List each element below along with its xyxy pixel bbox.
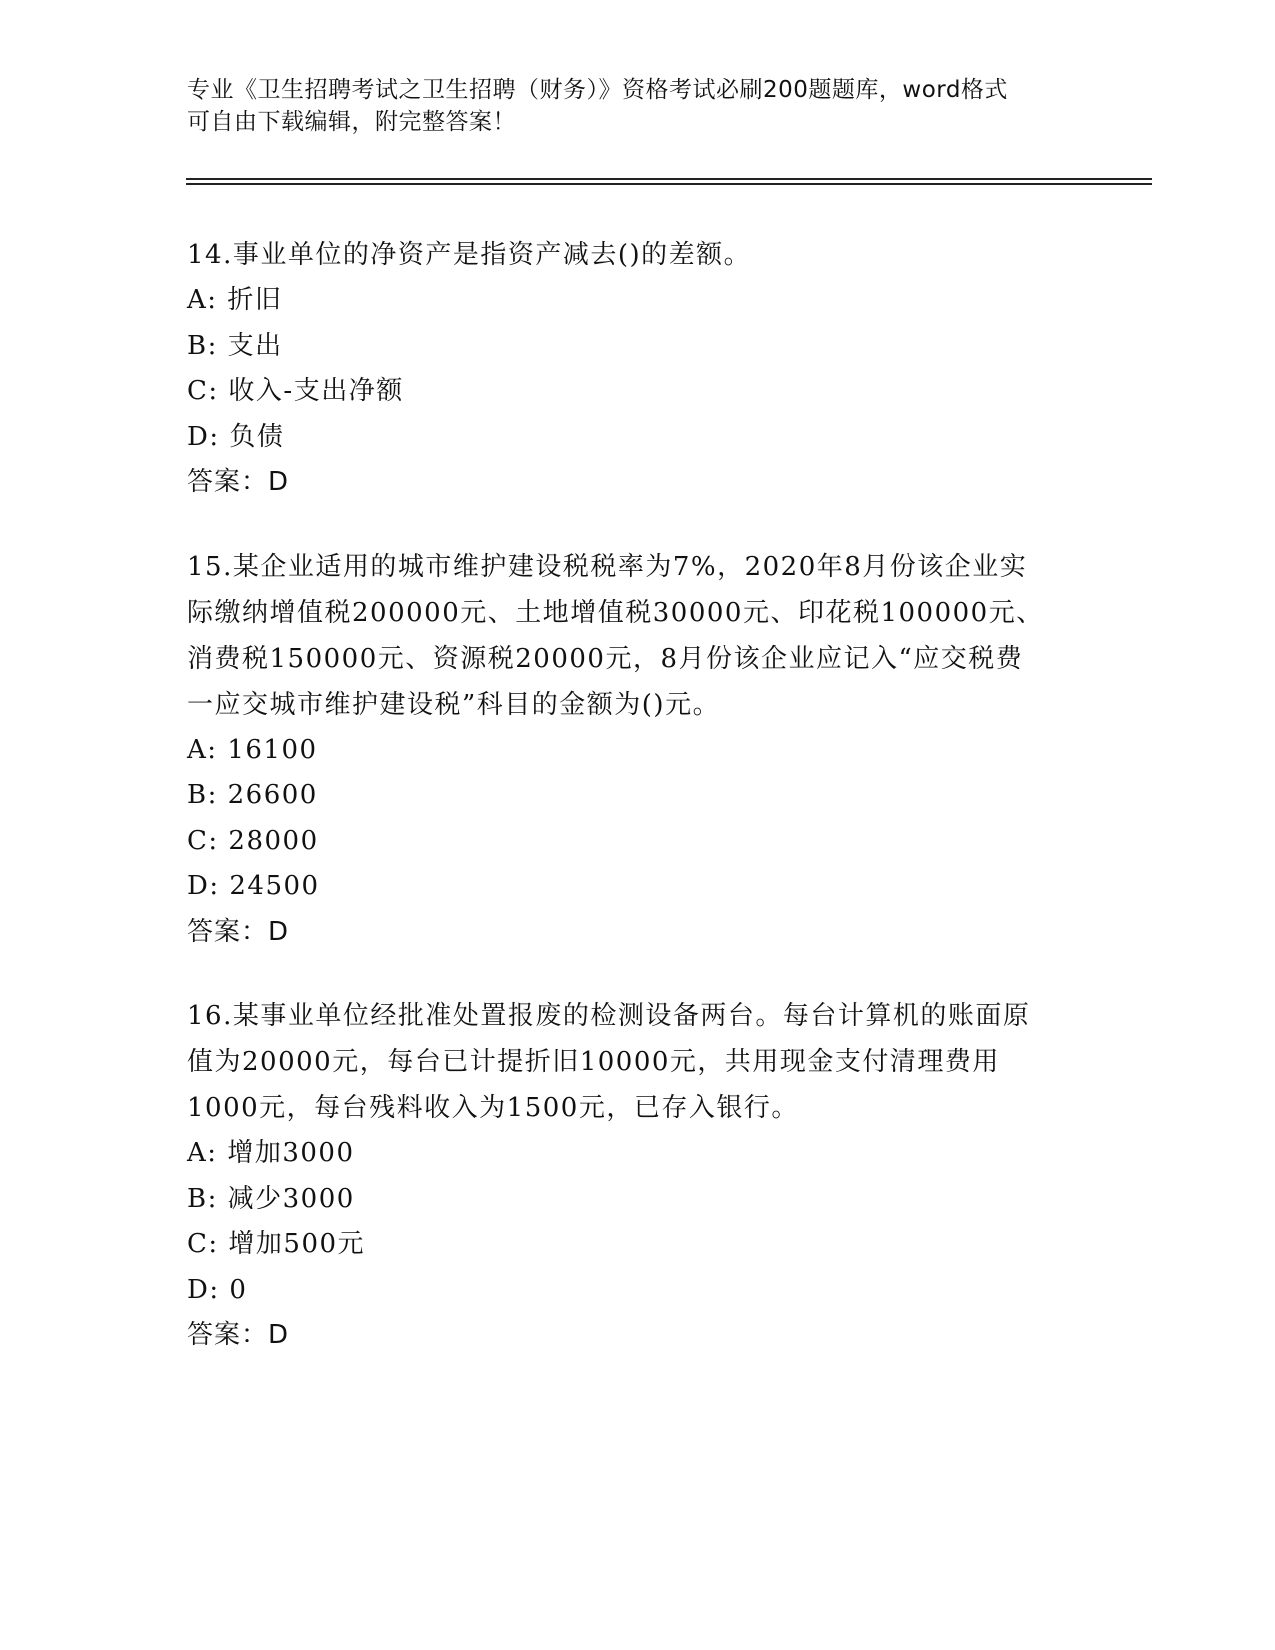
option-b — [187, 773, 1087, 819]
option-letter: A: — [187, 734, 218, 765]
option-text: 增加500元 — [228, 1229, 366, 1259]
option-letter: D: — [187, 871, 220, 901]
document-header — [187, 74, 1067, 138]
option-a — [187, 278, 1087, 324]
option-text: 折旧 — [227, 285, 283, 315]
option-text: 支出 — [227, 330, 283, 361]
option-a — [187, 728, 1087, 774]
header-divider-bottom — [186, 183, 1152, 185]
option-text: 26600 — [227, 780, 318, 810]
option-letter: D: — [187, 421, 220, 452]
option-letter: D: — [187, 1274, 220, 1305]
option-letter: A: — [187, 285, 218, 315]
question-14 — [187, 232, 1087, 506]
option-letter: A: — [187, 1138, 218, 1168]
stem-line: 1000元，每台残料收入为1500元，已存入银行。 — [187, 1093, 799, 1123]
option-c — [187, 369, 1087, 415]
stem-line: 一应交城市维护建设税”科目的金额为()元。 — [187, 689, 721, 720]
question-list — [187, 232, 1087, 1397]
stem-line: 15.某企业适用的城市维护建设税税率为7%，2020年8月份该企业实 — [187, 551, 1028, 582]
option-text: 24500 — [229, 871, 320, 901]
stem-line: 消费税150000元、资源税20000元，8月份该企业应记入“应交税费 — [187, 643, 1024, 674]
answer: 答案：D — [187, 1320, 290, 1350]
stem-line: 14.事业单位的净资产是指资产减去()的差额。 — [187, 240, 752, 270]
option-text: 收入-支出净额 — [228, 376, 404, 406]
question-16 — [187, 993, 1087, 1359]
option-letter: C: — [187, 1229, 219, 1259]
option-d — [187, 1268, 1087, 1314]
header-line-2: 可自由下载编辑，附完整答案！ — [187, 109, 516, 135]
question-stem — [187, 232, 1087, 278]
option-d — [187, 864, 1087, 910]
option-c — [187, 819, 1087, 865]
answer: 答案：D — [187, 467, 290, 497]
option-b — [187, 324, 1087, 370]
option-text: 0 — [229, 1274, 248, 1305]
option-text: 减少3000 — [227, 1183, 355, 1214]
option-letter: C: — [187, 825, 219, 856]
question-15 — [187, 544, 1087, 956]
option-c — [187, 1222, 1087, 1268]
question-stem — [187, 993, 1087, 1131]
option-letter: C: — [187, 376, 219, 406]
option-text: 负债 — [229, 421, 285, 452]
header-divider-top — [186, 178, 1152, 180]
option-text: 16100 — [227, 734, 318, 765]
option-b — [187, 1177, 1087, 1223]
question-stem — [187, 544, 1087, 728]
stem-line: 际缴纳增值税200000元、土地增值税30000元、印花税100000元、 — [187, 597, 1044, 628]
option-d — [187, 415, 1087, 461]
header-line-1: 专业《卫生招聘考试之卫生招聘（财务）》资格考试必刷200题题库，word格式 — [187, 77, 1008, 103]
stem-line: 16.某事业单位经批准处置报废的检测设备两台。每台计算机的账面原 — [187, 1001, 1031, 1031]
stem-line: 值为20000元，每台已计提折旧10000元，共用现金支付清理费用 — [187, 1047, 1000, 1077]
option-letter: B: — [187, 330, 218, 361]
option-text: 28000 — [228, 825, 319, 856]
option-letter: B: — [187, 780, 218, 810]
option-letter: B: — [187, 1183, 218, 1214]
answer: 答案：D — [187, 916, 290, 947]
option-text: 增加3000 — [227, 1138, 355, 1168]
option-a — [187, 1131, 1087, 1177]
